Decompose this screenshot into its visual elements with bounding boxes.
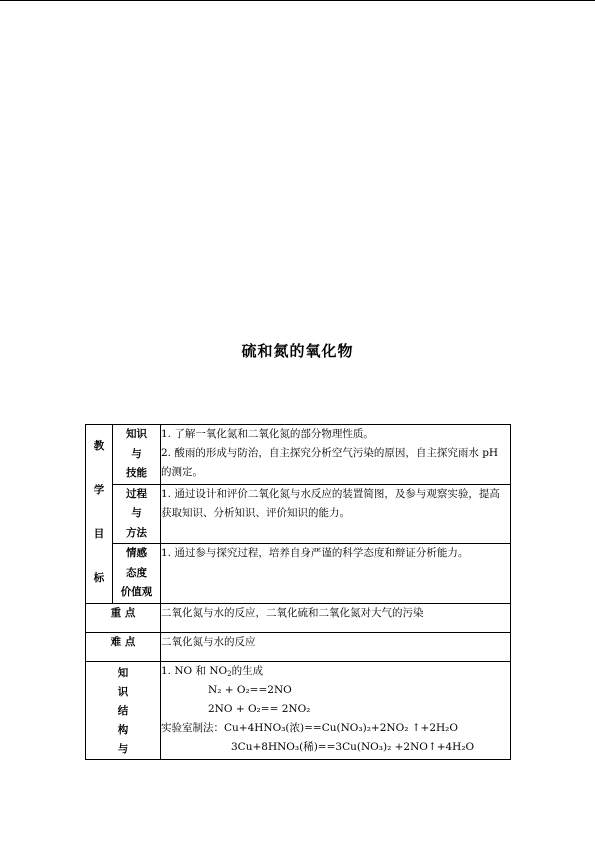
difficulty-label: 难 点 bbox=[86, 632, 161, 661]
key-points-content: 二氧化氮与水的反应，二氧化硫和二氧化氮对大气的污染 bbox=[161, 603, 511, 632]
structure-label: 知 识 结 构 与 bbox=[86, 661, 161, 759]
lesson-plan-table bbox=[85, 424, 511, 760]
objectives-char: 标 bbox=[93, 571, 105, 584]
process-label: 过程 与 方法 bbox=[113, 484, 161, 544]
emotion-content: 1. 通过参与探究过程，培养自身严谨的科学态度和辩证分析能力。 bbox=[161, 544, 511, 604]
equation-3: 实验室制法：Cu+4HNO₃(浓)==Cu(NO₃)₂+2NO₂ ↑+2H₂O bbox=[161, 721, 458, 734]
difficulty-content: 二氧化氮与水的反应 bbox=[161, 632, 511, 661]
emotion-label: 情感 态度 价值观 bbox=[113, 544, 161, 604]
key-points-label: 重 点 bbox=[86, 603, 161, 632]
difficulty-row bbox=[86, 632, 511, 661]
page-top-rule bbox=[0, 0, 595, 1]
equation-4: 3Cu+8HNO₃(稀)==3Cu(NO₃)₂ +2NO↑+4H₂O bbox=[231, 740, 475, 753]
structure-content bbox=[161, 661, 511, 759]
equation-2: 2NO + O₂== 2NO₂ bbox=[208, 702, 311, 715]
knowledge-label: 知识 与 技能 bbox=[113, 425, 161, 485]
key-points-row bbox=[86, 603, 511, 632]
structure-heading: 1. NO 和 $NO_2$的生成 bbox=[161, 664, 264, 678]
objectives-char: 学 bbox=[93, 484, 105, 497]
objectives-group-label bbox=[86, 425, 113, 604]
objective-row-emotion bbox=[86, 544, 511, 604]
objectives-char: 目 bbox=[93, 527, 105, 540]
objectives-char: 教 bbox=[93, 440, 105, 453]
page-title: 硫和氮的氧化物 bbox=[241, 342, 354, 360]
objective-row-process bbox=[86, 484, 511, 544]
structure-row bbox=[86, 661, 511, 759]
knowledge-content: 1. 了解一氧化氮和二氧化氮的部分物理性质。 2. 酸雨的形成与防治，自主探究分析空气污染的原因，自主探究雨水 pH 的测定。 bbox=[161, 425, 511, 485]
process-content: 1. 通过设计和评价二氧化氮与水反应的装置简图，及参与观察实验，提高获取知识、分析知识、评价知识的能力。 bbox=[161, 484, 511, 544]
objective-row-knowledge bbox=[86, 425, 511, 485]
equation-1: N₂ + O₂==2NO bbox=[208, 683, 292, 696]
